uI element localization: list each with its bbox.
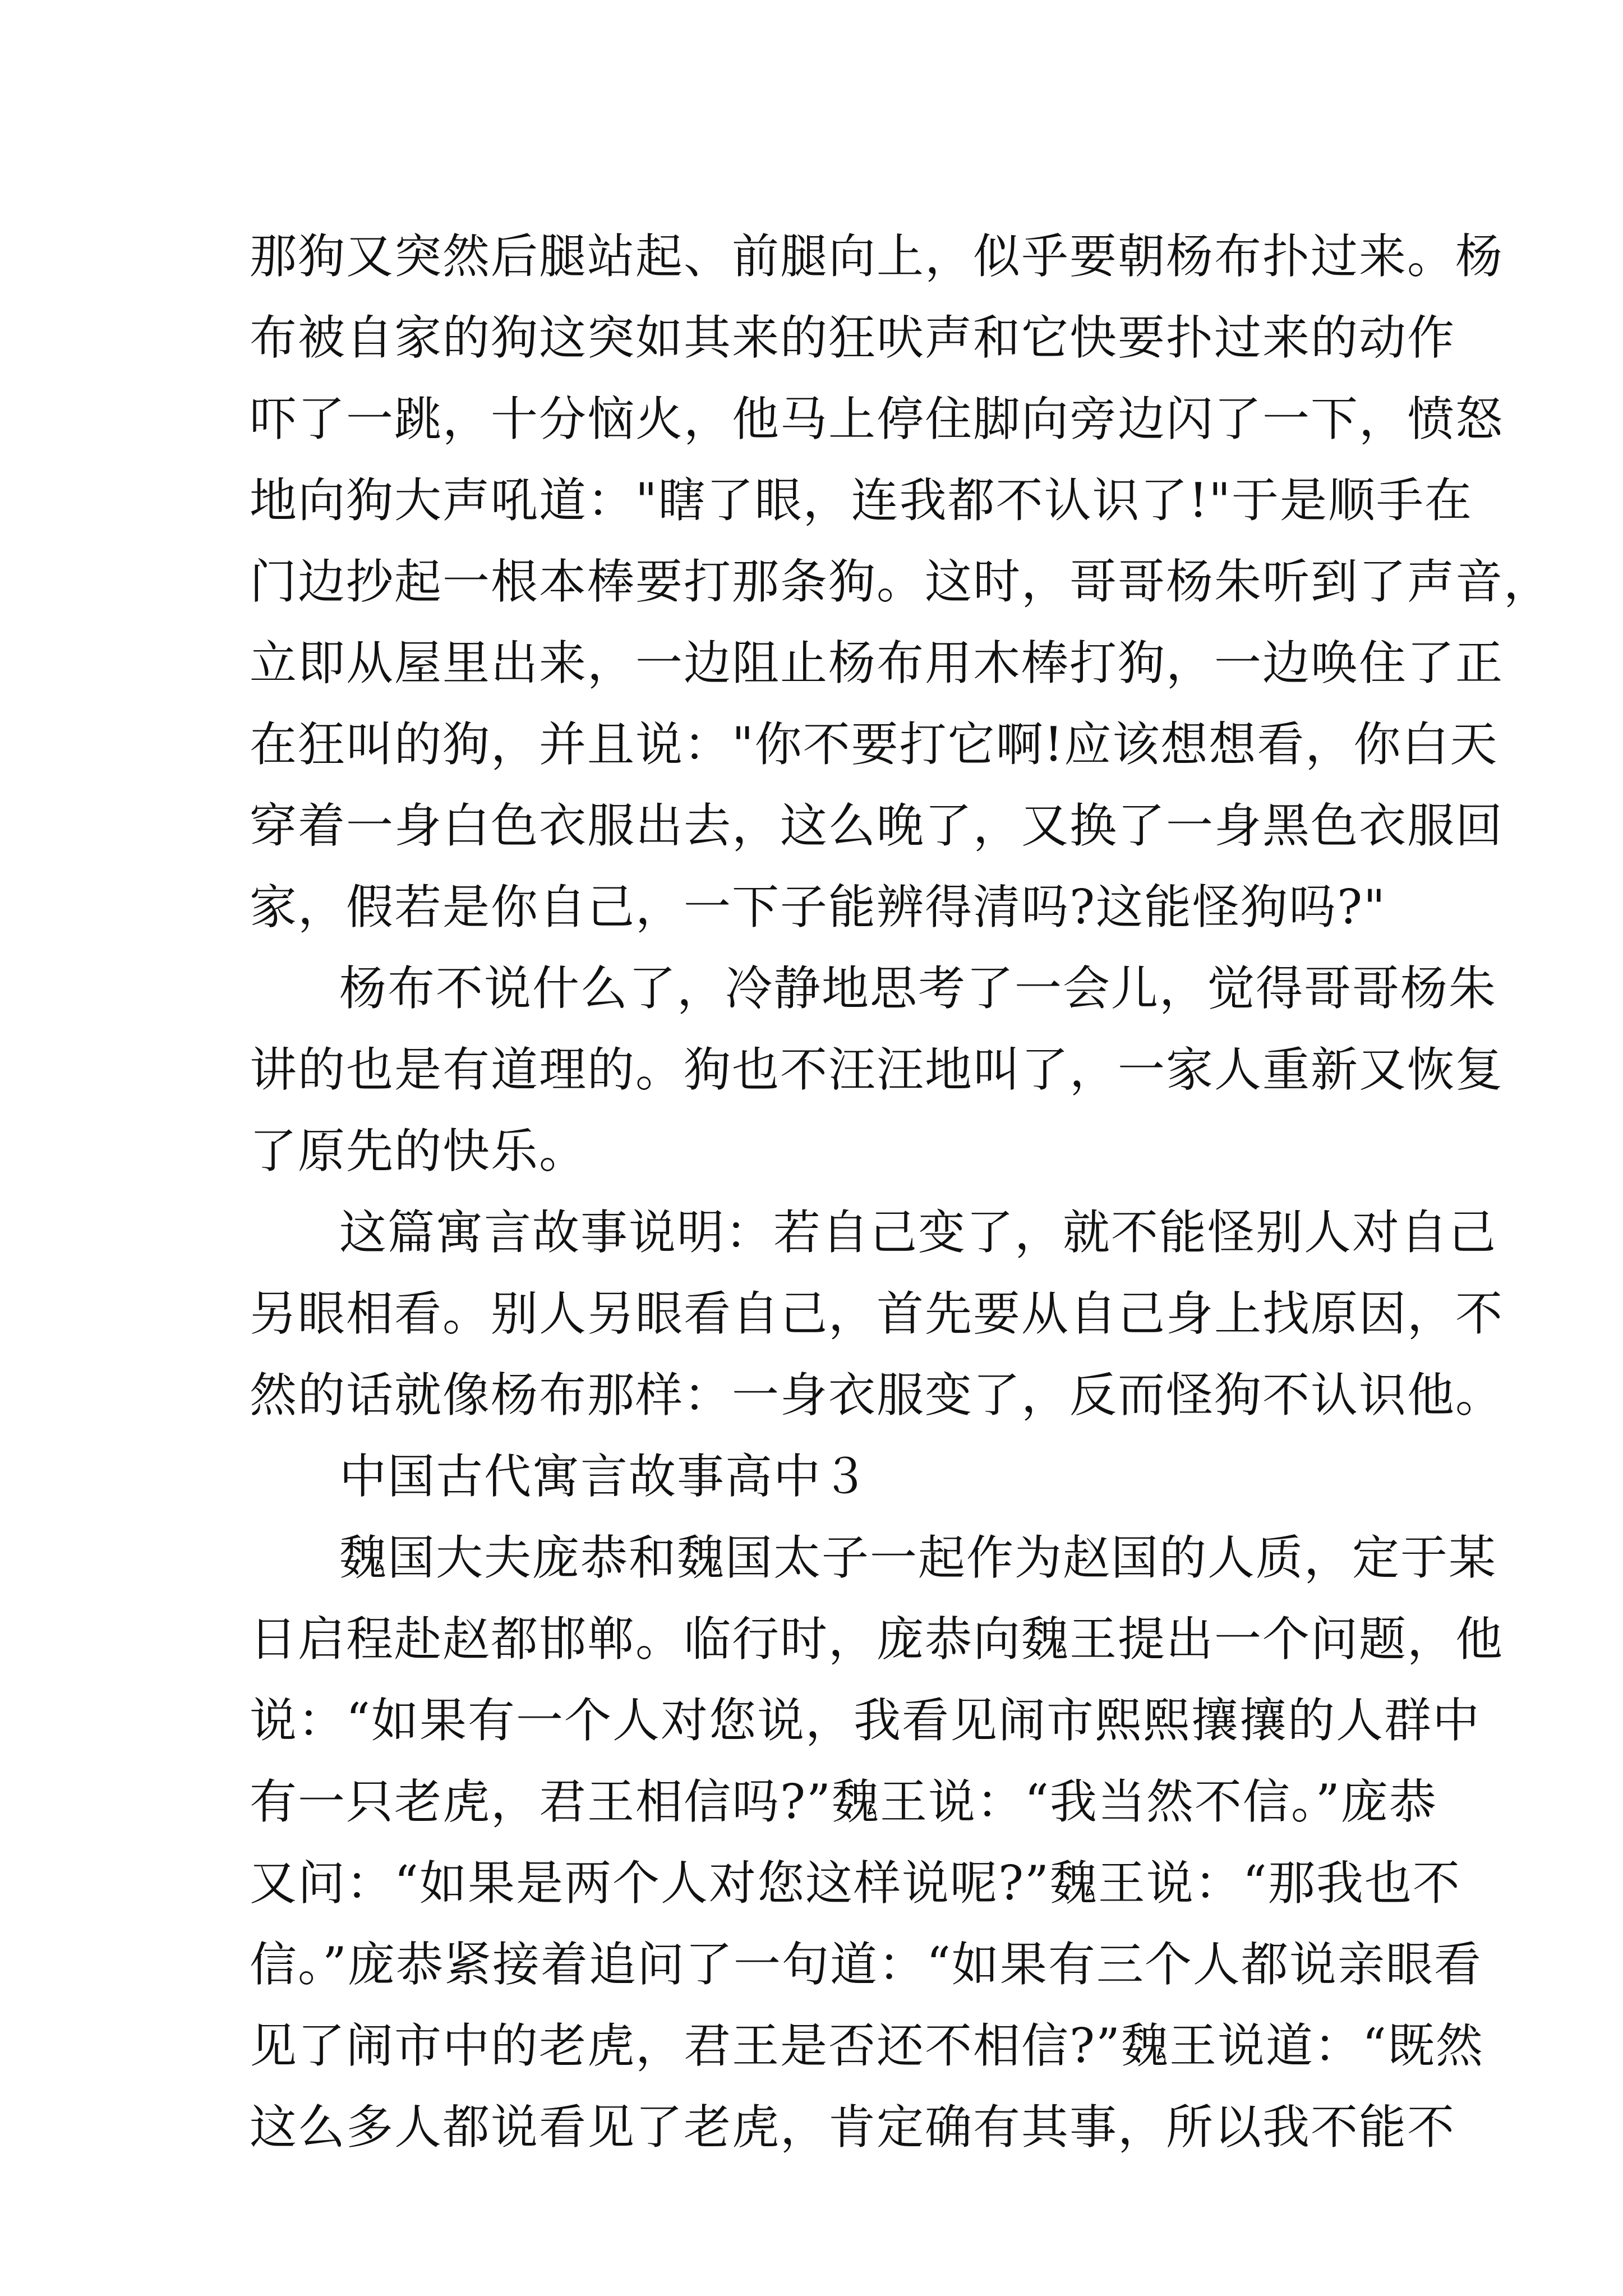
text-line: 另眼相看。别人另眼看自己，首先要从自己身上找原因，不 [250,1286,1504,1341]
section-heading: 中国古代寓言故事高中３ [339,1449,870,1504]
text-line: 立即从屋里出来，一边阻止杨布用木棒打狗，一边唤住了正 [250,636,1504,691]
text-line: 有一只老虎，君王相信吗?”魏王说：“我当然不信。”庞恭 [250,1774,1437,1829]
text-line: 了原先的快乐。 [250,1124,588,1179]
text-line: 然的话就像杨布那样：一身衣服变了，反而怪狗不认识他。 [250,1368,1504,1423]
text-line: 在狂叫的狗，并且说："你不要打它啊!应该想想看，你白天 [250,717,1498,772]
text-line: 穿着一身白色衣服出去，这么晚了，又换了一身黑色衣服回 [250,798,1504,853]
text-line: 这篇寓言故事说明：若自己变了，就不能怪别人对自己 [339,1205,1497,1260]
text-line: 这么多人都说看见了老虎，肯定确有其事，所以我不能不 [250,2100,1456,2155]
text-line: 布被自家的狗这突如其来的狂吠声和它快要扑过来的动作 [250,310,1456,365]
text-line: 见了闹市中的老虎，君王是否还不相信?”魏王说道：“既然 [250,2018,1484,2073]
text-line: 魏国大夫庞恭和魏国太子一起作为赵国的人质，定于某 [339,1530,1497,1585]
body-text [250,216,1552,2168]
text-line: 又问：“如果是两个人对您这样说呢?”魏王说：“那我也不 [250,1856,1461,1911]
text-line: 杨布不说什么了，冷静地思考了一会儿，觉得哥哥杨朱 [339,961,1497,1016]
text-line: 吓了一跳，十分恼火，他马上停住脚向旁边闪了一下，愤怒 [250,392,1504,447]
text-line: 讲的也是有道理的。狗也不汪汪地叫了，一家人重新又恢复 [250,1042,1504,1097]
text-line: 说：“如果有一个人对您说，我看见闹市熙熙攘攘的人群中 [250,1693,1481,1748]
text-line: 信。”庞恭紧接着追问了一句道：“如果有三个人都说亲眼看 [250,1937,1482,1992]
text-line: 家，假若是你自己，一下子能辨得清吗?这能怪狗吗?" [250,880,1386,935]
text-line: 日启程赴赵都邯郸。临行时，庞恭向魏王提出一个问题，他 [250,1612,1504,1667]
text-line: 地向狗大声吼道："瞎了眼，连我都不认识了!"于是顺手在 [250,473,1473,528]
text-line: 门边抄起一根本棒要打那条狗。这时，哥哥杨朱听到了声音， [250,554,1552,609]
text-line: 那狗又突然后腿站起、前腿向上，似乎要朝杨布扑过来。杨 [250,229,1504,284]
